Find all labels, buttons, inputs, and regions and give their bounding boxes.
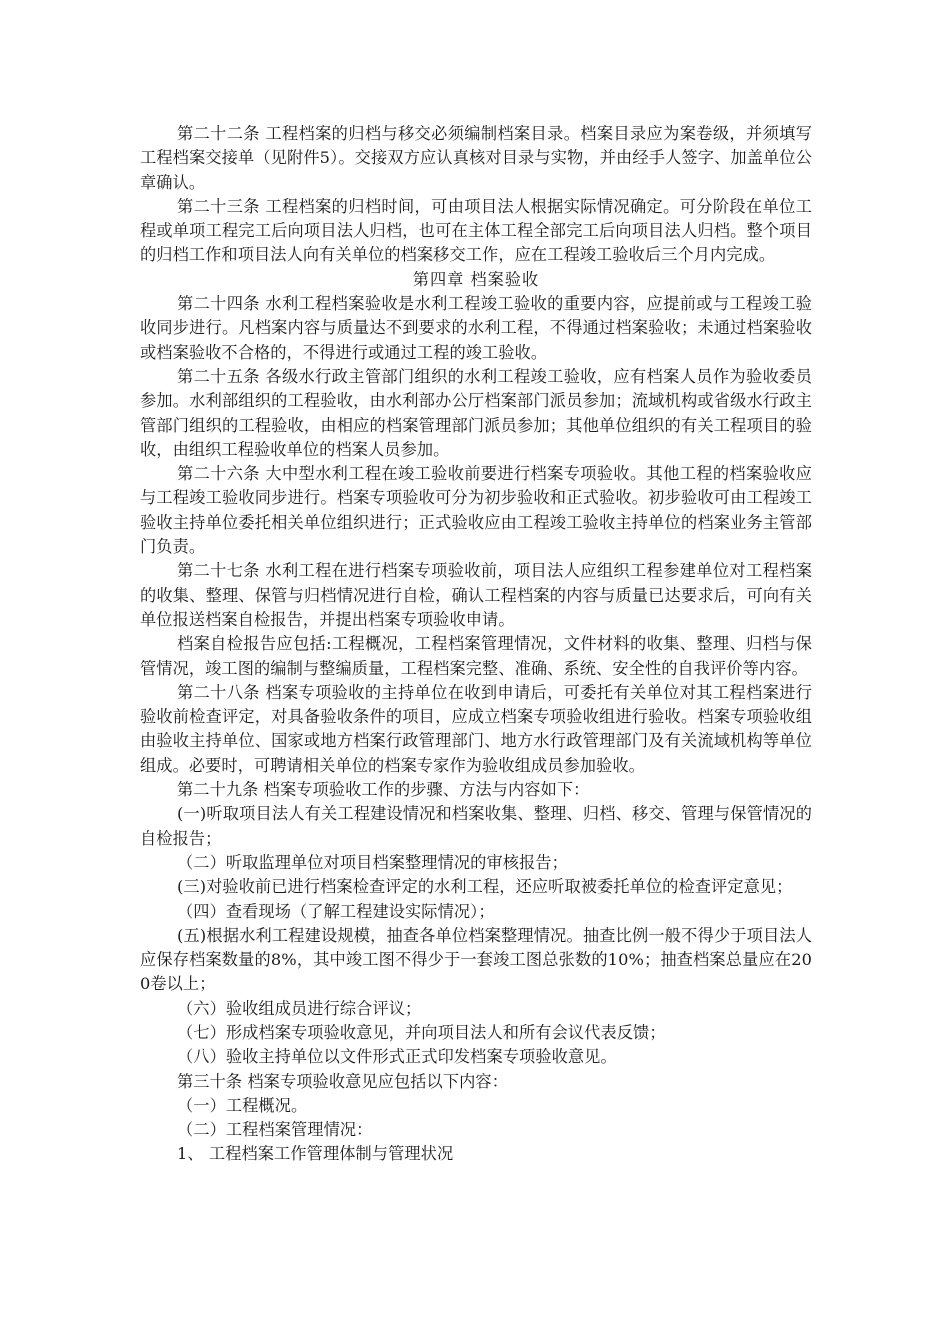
article-27: 第二十七条 水利工程在进行档案专项验收前，项目法人应组织工程参建单位对工程档案的收集、整理、保管与归档情况进行自检，确认工程档案的内容与质量已达要求后，可向有关单位报送档案自检报告，并提出档案专项验收申请。 <box>140 561 812 629</box>
article-29-item-4: （四）查看现场（了解工程建设实际情况）； <box>177 901 495 921</box>
article-29: 第二十九条 档案专项验收工作的步骤、方法与内容如下： <box>177 780 590 800</box>
article-30-item-2: （二）工程档案管理情况： <box>177 1120 373 1140</box>
article-29-item-5: (五)根据水利工程建设规模，抽查各单位档案整理情况。抽查比例一般不得少于项目法人应保存档案数量的8%，其中竣工图不得少于一套竣工图总张数的10%；抽查档案总量应在200卷以上； <box>140 925 812 994</box>
article-29-item-3: (三)对验收前已进行档案检查评定的水利工程，还应听取被委托单位的检查评定意见； <box>177 877 793 897</box>
article-25: 第二十五条 各级水行政主管部门组织的水利工程竣工验收，应有档案人员作为验收委员参加。水利部组织的工程验收，由水利部办公厅档案部门派员参加；流域机构或省级水行政主管部门组织的工程验收，由相应的档案管理部门派员参加；其他单位组织的有关工程项目的验收，由组织工程验收单位的档案人员参加。 <box>140 366 812 459</box>
article-29-item-6: （六）验收组成员进行综合评议； <box>177 998 422 1018</box>
article-23: 第二十三条 工程档案的归档时间，可由项目法人根据实际情况确定。可分阶段在单位工程或单项工程完工后向项目法人归档，也可在主体工程全部完工后向项目法人归档。整个项目的归档工作和项目法人向有关单位的档案移交工作，应在工程竣工验收后三个月内完成。 <box>140 196 812 265</box>
article-29-item-1: (一)听取项目法人有关工程建设情况和档案收集、整理、归档、移交、管理与保管情况的自检报告； <box>140 804 812 848</box>
article-28: 第二十八条 档案专项验收的主持单位在收到申请后，可委托有关单位对其工程档案进行验收前检查评定，对具备验收条件的项目，应成立档案专项验收组进行验收。档案专项验收组由验收主持单位、国家或地方档案行政管理部门、地方水行政管理部门及有关流域机构等单位组成。必要时，可聘请相关单位的档案专家作为验收组成员参加验收。 <box>140 682 812 775</box>
article-24: 第二十四条 水利工程档案验收是水利工程竣工验收的重要内容，应提前或与工程竣工验收同步进行。凡档案内容与质量达不到要求的水利工程，不得通过档案验收；未通过档案验收或档案验收不合格的，不得进行或通过工程的竣工验收。 <box>140 294 812 362</box>
article-22: 第二十二条 工程档案的归档与移交必须编制档案目录。档案目录应为案卷级，并须填写工程档案交接单（见附件5）。交接双方应认真核对目录与实物，并由经手人签字、加盖单位公章确认。 <box>140 124 812 192</box>
self-check-report-contents: 档案自检报告应包括:工程概况，工程档案管理情况，文件材料的收集、整理、归档与保管情况，竣工图的编制与整编质量，工程档案完整、准确、系统、安全性的自我评价等内容。 <box>140 634 812 678</box>
article-29-item-8: （八）验收主持单位以文件形式正式印发档案专项验收意见。 <box>177 1047 617 1067</box>
article-29-item-2: （二）听取监理单位对项目档案整理情况的审核报告； <box>177 852 568 872</box>
article-30: 第三十条 档案专项验收意见应包括以下内容： <box>177 1071 508 1091</box>
article-30-item-2-sub-1: 1、 工程档案工作管理体制与管理状况 <box>177 1144 454 1164</box>
chapter-4-heading: 第四章 档案验收 <box>412 269 540 289</box>
document-page <box>140 122 812 1167</box>
article-26: 第二十六条 大中型水利工程在竣工验收前要进行档案专项验收。其他工程的档案验收应与工程竣工验收同步进行。档案专项验收可分为初步验收和正式验收。初步验收可由工程竣工验收主持单位委托相关单位组织进行；正式验收应由工程竣工验收主持单位的档案业务主管部门负责。 <box>140 464 812 557</box>
article-30-item-1: （一）工程概况。 <box>177 1095 308 1115</box>
article-29-item-7: （七）形成档案专项验收意见，并向项目法人和所有会议代表反馈； <box>177 1022 666 1042</box>
